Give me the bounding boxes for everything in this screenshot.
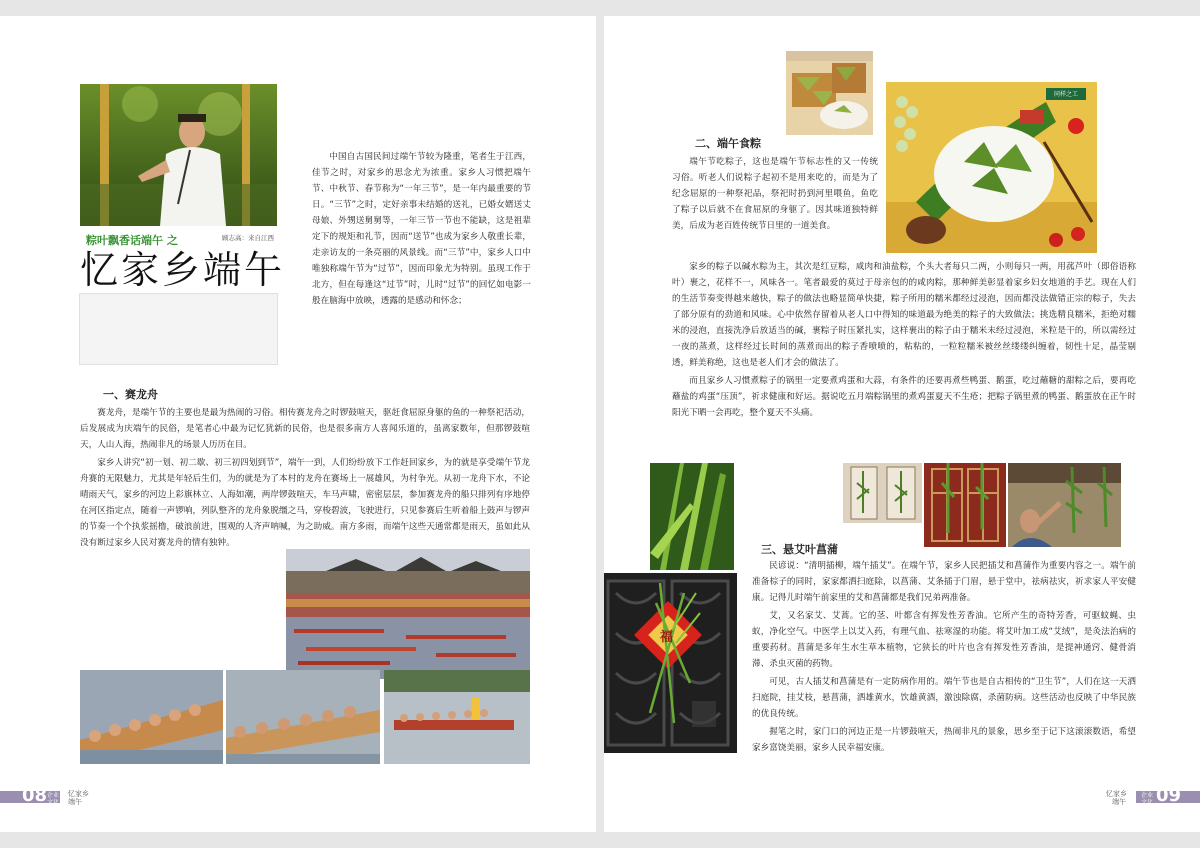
right-page-number: 09 [1156, 785, 1182, 806]
left-footer-label-2: 端午 [68, 798, 82, 806]
portrait-caption: 顾志高：来自江西 [222, 234, 274, 242]
right-footer-label-1: 忆家乡 [1106, 790, 1127, 798]
zongzi-plate-photo [886, 82, 1097, 253]
rowers-photo-2 [226, 670, 380, 764]
right-footer-label-2: 端午 [1112, 798, 1126, 806]
article-subtitle: 粽叶飘香话端午 之 [86, 234, 178, 247]
door-with-fu-sign-photo [604, 573, 737, 753]
section2-paragraph-2: 家乡的粽子以碱水粽为主，其次是红豆粽，咸肉和油盐粽，个头大者每只二两，小则每只一两，用菰芦叶（即俗语称叶）裹之，花样不一，风味各一。笔者最爱的莫过于母亲包的的咸肉粽，那种鲜美彰显着家乡妇女地道的手艺。现在人们的生活节奏变得越来越快，粽子的做法也略显简单快捷，粽子所用的糯米都经过浸泡，因而都没法做错正宗的粽子，失去了部分原有的劲道和风味。心中依然存留着从老人口中得知的味道最为绝美的粽子的大致做法；挑选精良糯米，拒绝对糯米的浸泡，直接洗净后放适当的碱，裹粽子时压紧扎实，这样裹出的粽子由于糯米未经过浸泡，米粒是干的，所以需经过一夜的蒸煮，这样经过长时间的蒸煮而出的粽子香喷喷的，粘粘的，一粒粒糯米被丝丝缕缕纠缠着，韧性十足，晶莹剔透，鲜美称绝，这也是老人们才会的做法了。 [672, 262, 1136, 368]
door-hanging-herbs-photo [924, 463, 1006, 547]
left-page [0, 16, 596, 832]
section3-paragraph-1: 民谚说：“清明插柳，端午插艾”。在端午节，家乡人民把插艾和菖蒲作为重要内容之一。端午前准备棕子的同时，家家都洒扫庭除，以菖蒲、艾条插于门眉，悬于堂中，祛病祛灾，祈求家人平安健康。记得儿时端午前家里的艾和菖蒲都是我们兄弟两准备。 [752, 561, 1136, 603]
rowers-photo-1 [80, 670, 223, 764]
wormwood-wall-photo [843, 463, 922, 523]
left-page-number: 08 [22, 785, 48, 806]
section1-paragraph-1: 赛龙舟，是端午节的主要也是最为热闹的习俗。相传赛龙舟之时锣鼓喧天，驱赶食屈原身躯的鱼的一种祭祀活动，后发展成为庆端午的民俗，是笔者心中最为记忆犹新的民俗，也是很多南方人喜闻乐道的，虽离家数年，但那锣鼓喧天，人山人海，热闹非凡的场景人历历在目。 [80, 408, 530, 450]
section3-body [752, 558, 1136, 756]
rowers-photo-3 [384, 670, 530, 764]
intro-text: 中国自古国民间过端午节较为隆重，笔者生于江西，佳节之时，对家乡的思念尤为浓重。家乡人习惯把端午节、中秋节、春节称为“一年三节”，是一年内最重要的节日。“三节”之时，定好亲事未结婚的送礼，已婚女婿送丈母娘、外甥送舅舅等，一年三节一节也不能缺，这是祖辈定下的规矩和礼节，因而“送节”也成为家乡人敬重长辈，走亲访友的一条亮丽的风景线。而“三节”中，家乡人口中唯独称端午节为“过节”，因而印象尤为特别。虽现工作于北方，但在每逢这“过节”时，儿时“过节”的回忆如电影一般在脑海中放映，透露的是感动和怀念； [312, 152, 531, 306]
photo-logo: 同样之工 [1054, 91, 1079, 98]
door-sign-text: 福 [660, 630, 674, 645]
right-page [604, 16, 1200, 832]
section1-heading: 一、赛龙舟 [103, 388, 158, 401]
title-block-box [79, 293, 278, 365]
section2-heading: 二、端午食粽 [695, 137, 761, 150]
section2-paragraph-3: 而且家乡人习惯煮粽子的锅里一定要煮鸡蛋和大蒜，有条件的还要再煮些鸭蛋、鹅蛋，吃过蘸糖的甜粽之后，要再吃蘸盐的鸡蛋“压顶”，祈求健康和好运。据说吃五月端粽锅里的煮鸡蛋夏天不生疮；把粽子锅里煮的鸭蛋、鹅蛋放在正午时阳光下晒一会再吃，整个夏天不头痛。 [672, 376, 1136, 418]
left-footer-mini-2: 文化 [47, 799, 60, 806]
calamus-leaves-photo [650, 463, 734, 570]
dragon-boat-race-photo [286, 549, 530, 679]
hanging-herbs-man-photo [1008, 463, 1121, 547]
article-title: 忆家乡端午 [80, 248, 286, 292]
section2-body [672, 259, 1136, 421]
section3-paragraph-3: 可见，古人插艾和菖蒲是有一定防病作用的。端午节也是自古相传的“卫生节”，人们在这一天洒扫庭院，挂艾枝，悬菖蒲，洒雄黄水，饮雄黄酒，激浊除腐，杀菌防病。这些活动也反映了中华民族的优良传统。 [752, 677, 1136, 719]
right-footer-mini-1: 企业 [1141, 792, 1154, 799]
intro-paragraph [312, 149, 531, 309]
zongzi-box-photo [786, 51, 873, 135]
section1-paragraph-2: 家乡人讲究“初一划、初二歇、初三初四划到节”，端午一到，人们纷纷放下工作赶回家乡，为的就是享受端午节龙舟赛的无限魅力，尤其是年轻后生们，为的就是为了本村的龙舟在赛场上一展雄风，为村争光。从初一龙舟下水，不论晴雨天气，家乡的河边上彩旗林立、人海如潮，两岸锣鼓喧天，车马声啸，密密层层，参加赛龙舟的船只排列有序地停在河区指定点，随着一声锣响，列队整齐的龙舟象脱缰之马，穿梭碧波，飞驶进行，只见参赛后生听着船上鼓声与锣声的节奏一个个执浆摇橹，破浪前进，围观的人齐声呐喊，为之助威。南方多雨，而端午这些天通常都是雨天，虽如此从没有断过家乡人民对赛龙舟的情有独钟。 [80, 458, 530, 548]
right-footer-mini-2: 文化 [1141, 799, 1154, 806]
section2-intro [672, 154, 878, 234]
section3-paragraph-4: 握笔之时，家门口的河边正是一片锣鼓喧天，热闹非凡的景象，思乡至于记下这滚滚数语，希望家乡富饶美丽，家乡人民幸福安康。 [752, 727, 1136, 753]
section2-paragraph-1: 端午节吃粽子，这也是端午节标志性的又一传统习俗。听老人们说粽子起初不是用来吃的，而是为了纪念屈原的一种祭祀品，祭祀时扔到河里喂鱼，鱼吃了粽子以后就不在食屈原的身躯了。因其味道独特鲜美，后成为老百姓传统节日里的一道美食。 [672, 157, 878, 231]
section3-heading: 三、悬艾叶菖蒲 [761, 543, 838, 556]
section1-body [80, 405, 530, 551]
portrait-photo [80, 84, 277, 226]
left-footer-label-1: 忆家乡 [68, 790, 89, 798]
left-footer-mini-1: 企业 [47, 792, 60, 799]
section3-paragraph-2: 艾，又名家艾、艾蒿。它的茎、叶都含有挥发性芳香油。它所产生的奇特芳香，可驱蚊蝇、虫蚁，净化空气。中医学上以艾入药，有理气血、祛寒湿的功能。将艾叶加工成“艾绒”，是灸法治病的重要药材。菖蒲是多年生水生草本植物，它狭长的叶片也含有挥发性芳香油，是提神通窍、健骨消滞、杀虫灭菌的药物。 [752, 611, 1136, 669]
